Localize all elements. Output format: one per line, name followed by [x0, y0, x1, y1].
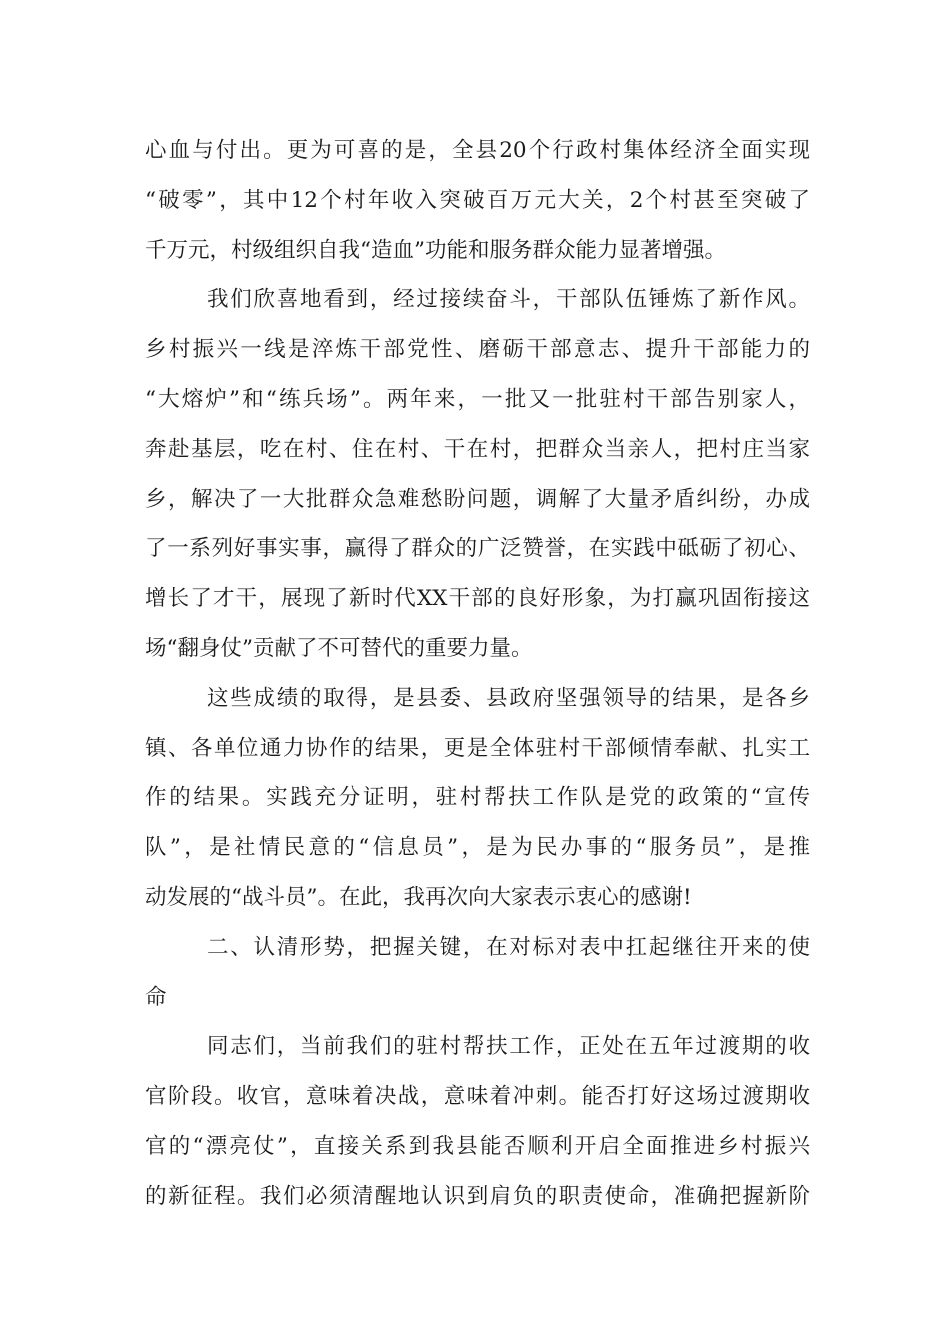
text-line: 队”，是社情民意的“信息员”，是为民办事的“服务员”，是推: [145, 835, 810, 861]
text-line: 动发展的“战斗员”。在此，我再次向大家表示衷心的感谢!: [145, 884, 692, 910]
text-line: 心血与付出。更为可喜的是，全县20个行政村集体经济全面实现: [145, 138, 810, 163]
section-heading-line: 二、认清形势，把握关键，在对标对表中扛起继往开来的使: [207, 934, 810, 960]
text-line: 的新征程。我们必须清醒地认识到肩负的职责使命，准确把握新阶: [145, 1183, 810, 1209]
document-page: [145, 129, 810, 1225]
text-line: 作的结果。实践充分证明，驻村帮扶工作队是党的政策的“宣传: [145, 785, 810, 811]
section-heading-line: 命: [145, 984, 167, 1010]
text-line: “破零”，其中12个村年收入突破百万元大关，2个村甚至突破了: [145, 187, 810, 213]
text-line: 增长了才干，展现了新时代XX干部的良好形象，为打赢巩固衔接这: [145, 586, 810, 612]
paragraph-start-line: 同志们，当前我们的驻村帮扶工作，正处在五年过渡期的收: [207, 1034, 810, 1060]
paragraph-start-line: 这些成绩的取得，是县委、县政府坚强领导的结果，是各乡: [207, 685, 810, 711]
text-line: 乡，解决了一大批群众急难愁盼问题，调解了大量矛盾纠纷，办成: [145, 486, 810, 512]
text-line: 场“翻身仗”贡献了不可替代的重要力量。: [145, 635, 533, 661]
text-line: 官阶段。收官，意味着决战，意味着冲刺。能否打好这场过渡期收: [145, 1084, 810, 1110]
text-line: 乡村振兴一线是淬炼干部党性、磨砺干部意志、提升干部能力的: [145, 337, 810, 363]
text-line: 了一系列好事实事，赢得了群众的广泛赞誉，在实践中砥砺了初心、: [145, 536, 810, 562]
text-line: 官的“漂亮仗”，直接关系到我县能否顺利开启全面推进乡村振兴: [145, 1133, 810, 1159]
text-line: 镇、各单位通力协作的结果，更是全体驻村干部倾情奉献、扎实工: [145, 735, 810, 761]
text-line: 千万元，村级组织自我“造血”功能和服务群众能力显著增强。: [145, 237, 726, 263]
paragraph-start-line: 我们欣喜地看到，经过接续奋斗，干部队伍锤炼了新作风。: [207, 287, 810, 313]
text-line: “大熔炉”和“练兵场”。两年来，一批又一批驻村干部告别家人，: [145, 386, 810, 412]
text-line: 奔赴基层，吃在村、住在村、干在村，把群众当亲人，把村庄当家: [145, 436, 810, 462]
